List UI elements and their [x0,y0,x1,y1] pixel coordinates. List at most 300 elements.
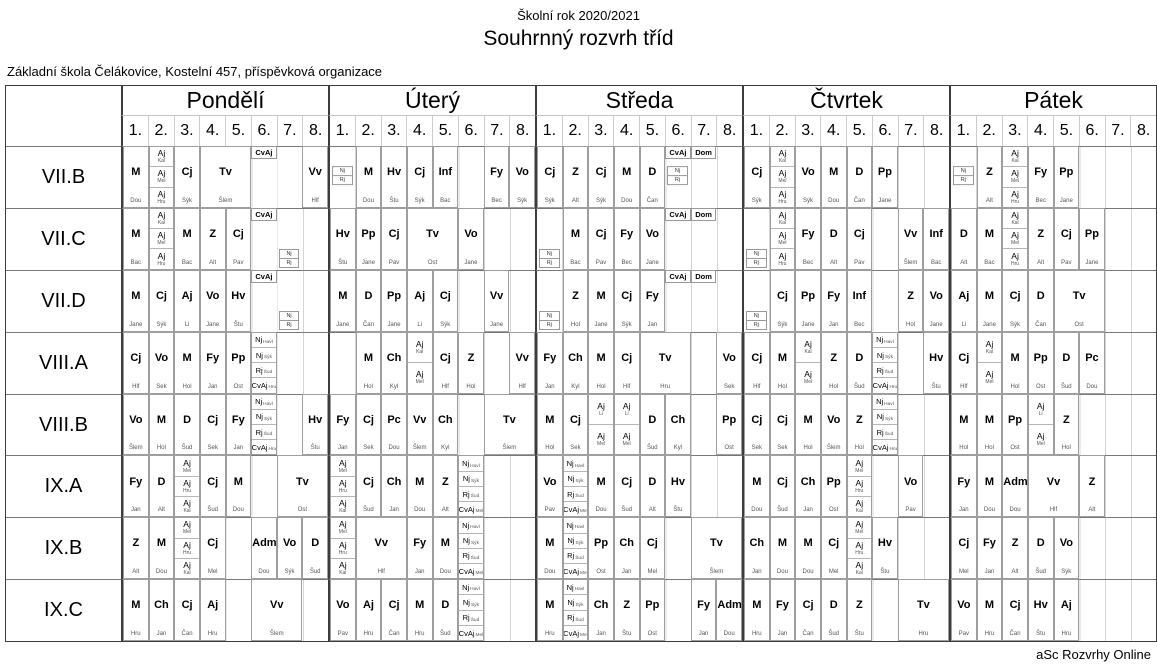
group-stack-cell [977,332,1003,394]
lesson-cell [356,517,407,579]
subject-label: M [984,228,995,241]
teacher-label: Mel [1011,240,1020,247]
lesson-cell [977,270,1003,332]
teacher-label: Jane [801,321,815,328]
teacher-label: Havl [470,463,480,469]
lesson-cell [537,146,563,208]
teacher-label: Hru [1011,198,1020,205]
subject-label: Rj [876,365,884,375]
teacher-label: Mel [778,240,787,247]
teacher-label: Havl [574,587,585,593]
lesson-cell [640,394,666,456]
lesson-cell [1002,455,1028,517]
subject-label: Ch [670,413,686,426]
period-label: 5. [433,116,459,146]
info-box: Dom [691,208,717,221]
subject-label: Aj [1011,188,1019,199]
teacher-label: Jan [596,631,606,638]
period-label: 8. [722,122,737,139]
teacher-label: Hol [906,321,916,328]
subject-label: Cj [207,413,219,426]
teacher-label: Mel [1011,178,1020,185]
subject-label: Pp [594,537,609,550]
subject-label: Aj [622,431,631,442]
lesson-cell [563,146,589,208]
group-part [848,539,872,559]
teacher-label: Mel [580,633,588,638]
subject-label: Aj [207,599,219,612]
subject-label: Pp [231,351,246,364]
njrj-line: Rj [539,320,560,330]
lesson-cell [1028,146,1054,208]
subject-label: M [803,537,813,550]
subject-label: Cj [802,599,814,612]
group-part [331,477,355,497]
lesson-cell [951,394,977,456]
period-label: 6. [873,116,899,146]
group-line [459,549,483,564]
class-label: VIII.B [6,394,121,456]
info-box: Dom [691,146,717,159]
subject-label: Cj [207,537,219,550]
day-cells [742,517,949,579]
subject-label: M [338,289,348,302]
language-group-cell [563,579,589,641]
teacher-label: Hlf [1049,507,1058,514]
lesson-cell [356,579,382,641]
subject-label: Z [855,599,863,612]
lesson-cell [847,579,873,641]
teacher-label: Sýk [544,197,555,204]
subject-label: M [984,599,995,612]
teacher-label: Havl [470,525,480,531]
subject-label: Nj [255,350,263,360]
teacher-label: Mel [338,529,347,536]
group-line [564,549,588,564]
lesson-cell [537,455,563,517]
teacher-label: Hol [984,445,994,452]
lesson-cell [821,517,847,579]
lesson-cell [1079,208,1105,270]
teacher-label: Hlf [377,569,385,576]
lesson-cell [614,208,640,270]
lesson-cell [665,394,691,456]
subject-label: Fy [645,289,659,302]
group-line [459,487,483,502]
lesson-cell [1028,517,1054,579]
lesson-cell [563,394,589,456]
day-cells [121,332,328,394]
subject-label: M [984,413,995,426]
subject-label: Aj [855,539,864,550]
teacher-label: Šud [263,370,273,376]
group-line [564,534,588,549]
subject-label: Nj [566,582,574,592]
subject-label: M [777,537,788,550]
period-label: 8. [515,122,530,139]
teacher-label: Čan [1035,321,1047,328]
teacher-label: Štu [854,631,864,638]
teacher-label: Hol [156,445,166,452]
subject-label: Cj [1009,599,1021,612]
group-part [771,147,795,167]
lesson-cell [123,579,149,641]
subject-label: D [648,413,657,426]
lesson-cell [614,455,640,517]
class-label: VII.D [6,270,121,332]
teacher-label: Alt [830,259,838,266]
subject-label: Cj [646,537,658,550]
teacher-label: Kyl [441,445,450,452]
teacher-label: Bec [621,259,632,266]
period-label: 1. [123,116,149,146]
subject-label: Cj [130,351,142,364]
day-cells [328,579,535,641]
day-cells [742,394,949,456]
teacher-label: Jane [336,321,350,328]
lesson-cell [923,270,949,332]
day-cells [121,517,328,579]
subject-label: D [1036,537,1045,550]
subject-label: Vo [129,413,143,426]
teacher-label: Jane [129,321,143,328]
subject-label: Cj [388,228,400,241]
teacher-label: Šlem [826,445,841,452]
lesson-cell [200,455,226,517]
page-title: Souhrnný rozvrh tříd [483,27,674,50]
lesson-cell [1054,332,1080,394]
class-label: IX.A [6,455,121,517]
subject-label: Nj [876,335,884,345]
teacher-label: Sýk [182,197,193,204]
day-cells [742,208,949,270]
subject-label: Pp [387,289,402,302]
lesson-cell [951,455,977,517]
lesson-cell [588,208,614,270]
group-stack-cell [614,394,640,456]
period-label: 5. [1054,116,1080,146]
group-stack-cell [149,208,175,270]
teacher-label: Hru [778,260,787,267]
subject-label: Fy [543,351,557,364]
group-part [408,333,432,363]
subject-label: Aj [597,400,605,411]
njrj-line: Nj [746,249,767,259]
lesson-cell [588,579,614,641]
lesson-cell [977,208,1003,270]
teacher-label: Hru [889,385,897,391]
subject-label: Hv [387,166,402,179]
class-label: VII.C [6,208,121,270]
njrj-line: Nj [332,167,353,177]
teacher-label: Jane [594,321,608,328]
subject-label: Vo [929,289,943,302]
subject-label: CvAj [459,566,475,576]
subject-label: Aj [362,599,374,612]
subject-label: Cj [958,537,970,550]
subject-label: M [545,413,555,426]
group-stack-cell [1028,394,1054,456]
group-stack-cell [174,517,200,579]
day-cells [535,579,742,641]
subject-label: Hv [335,228,350,241]
teacher-label: Alt [1088,507,1096,514]
subject-label: Tv [658,351,672,364]
teacher-label: Jane [206,321,220,328]
teacher-label: Šlem [903,259,918,266]
day-cells [328,146,535,208]
subject-label: Ch [386,475,402,488]
subject-label: Z [1062,413,1070,426]
teacher-label: Jane [490,321,504,328]
teacher-label: Dou [414,507,426,514]
subject-label: Cj [362,475,374,488]
lesson-cell [898,455,924,517]
subject-label: Fy [957,475,971,488]
teacher-label: Jan [958,507,969,514]
teacher-label: Štu [931,383,941,390]
teacher-label: Dou [155,569,167,576]
teacher-label: Hru [338,487,347,494]
teacher-label: Sek [751,445,762,452]
subject-label: CvAj [563,504,579,514]
group-stack-cell [174,455,200,517]
teacher-label: Pav [337,631,348,638]
teacher-label: Hol [959,445,969,452]
lesson-cell [149,332,175,394]
day-cells [949,517,1156,579]
subject-label: Vo [543,475,557,488]
group-part [848,477,872,497]
subject-label: Nj [255,335,263,345]
subject-label: Inf [929,228,943,241]
class-label: VIII.A [6,332,121,394]
lesson-cell [277,455,328,517]
lesson-cell [821,270,847,332]
lesson-cell [614,517,640,579]
subject-label: D [1036,289,1045,302]
subject-label: Cj [751,351,763,364]
lesson-cell [174,394,200,456]
subject-label: Nj [567,536,575,546]
day-cells [535,517,742,579]
lesson-cell [509,332,535,394]
njrj-box [279,250,300,268]
subject-label: M [131,166,141,179]
teacher-label: Mel [597,441,606,448]
group-line [459,518,483,533]
day-name: Pátek [949,86,1156,116]
subject-label: Aj [183,539,191,550]
lesson-cell [537,579,563,641]
group-line [873,410,897,425]
subject-label: M [440,537,450,550]
subject-label: Aj [339,457,347,468]
teacher-label: Alt [571,197,579,204]
subject-label: Hv [670,475,685,488]
subject-label: Ch [749,537,765,550]
day-name: Středa [535,86,742,116]
teacher-label: Jane [387,321,401,328]
subject-label: D [364,289,373,302]
subject-label: Nj [876,412,884,422]
lesson-cell [977,579,1003,641]
teacher-label: Hol [829,383,839,390]
subject-label: Fy [490,166,503,179]
teacher-label: Hru [414,631,425,638]
teacher-label: Hru [855,487,864,494]
class-label: VII.B [6,146,121,208]
subject-label: D [311,537,320,550]
period-header-row [742,116,949,146]
subject-label: Vo [1059,537,1073,550]
subject-label: Cj [181,599,193,612]
subject-label: Aj [415,369,424,380]
subject-label: Cj [362,413,374,426]
subject-label: Aj [855,498,864,509]
subject-label: Fy [336,413,350,426]
period-label: 3. [382,116,408,146]
lesson-cell [563,270,589,332]
subject-label: Pp [722,413,737,426]
subject-label: Vv [374,537,388,550]
teacher-label: Mel [338,467,347,474]
teacher-label: Jane [982,321,996,328]
group-stack-cell [1002,208,1028,270]
lesson-cell [407,208,458,270]
teacher-label: Šud [263,432,273,438]
teacher-label: Havl [884,401,894,407]
group-line [564,595,588,610]
subject-label: Cj [207,475,219,488]
lesson-cell [200,394,226,456]
subject-label: Fy [129,475,143,488]
subject-label: M [415,599,425,612]
teacher-label: Jan [803,507,813,514]
teacher-label: Hru [268,447,276,453]
teacher-label: Pav [854,259,865,266]
info-box: Dom [691,270,717,283]
teacher-label: Dou [723,631,735,638]
subject-label: Nj [567,474,575,484]
subject-label: Cj [621,351,633,364]
lesson-cell [407,394,433,456]
teacher-label: Sýk [596,197,607,204]
teacher-label: Sek [777,445,788,452]
lesson-cell [1054,517,1080,579]
subject-label: M [415,475,425,488]
teacher-label: Mel [804,379,813,386]
group-part [615,395,639,425]
group-part [331,456,355,476]
lesson-cell [381,394,407,456]
lesson-cell [407,455,433,517]
subject-label: Nj [462,536,470,546]
subject-label: Nj [876,350,884,360]
group-line [459,564,483,578]
lesson-cell [407,270,433,332]
group-part [408,363,432,392]
period-label: 4. [200,116,226,146]
teacher-label: Šud [1035,569,1047,576]
teacher-label: Jane [645,259,659,266]
subject-label: Cj [569,413,581,426]
njrj-box [667,168,688,186]
njrj-box [953,168,974,186]
subject-label: Cj [776,413,788,426]
lesson-cell [898,208,924,270]
lesson-cell [251,517,277,579]
teacher-label: Sýk [751,197,762,204]
group-part [771,249,795,268]
subject-label: Nj [462,598,470,608]
subject-label: Rj [462,551,470,561]
lesson-cell [407,579,433,641]
subject-label: Nj [462,582,470,592]
teacher-label: Mel [157,178,166,185]
teacher-label: Alt [441,507,449,514]
subject-label: Vo [336,599,350,612]
teacher-label: Štu [1036,631,1046,638]
teacher-label: Šud [207,507,219,514]
teacher-label: Kal [157,158,166,165]
lesson-cell [1028,332,1054,394]
group-part [175,559,199,578]
teacher-label: Jan [233,445,244,452]
teacher-label: Hru [855,549,864,556]
subject-label: Z [209,228,217,241]
teacher-label: Havl [470,587,480,593]
subject-label: Vo [801,166,815,179]
teacher-label: Sýk [284,569,295,576]
teacher-label: Hru [889,447,897,453]
teacher-label: Dou [544,569,556,576]
group-part [1003,209,1027,229]
group-line [873,333,897,348]
teacher-label: Mel [580,571,588,577]
language-group-cell [458,455,484,517]
period-label: 2. [149,116,175,146]
teacher-label: Sek [363,445,374,452]
subject-label: Aj [183,457,191,468]
lesson-cell [898,579,949,641]
subject-label: Adm [717,599,742,612]
teacher-label: Bec [802,259,814,266]
group-stack-cell [149,146,175,208]
subject-label: CvAj [563,566,579,576]
teacher-label: Hlf [623,383,631,390]
teacher-label: Hlf [753,383,761,390]
subject-label: Vv [903,228,918,241]
teacher-label: Mel [958,569,969,576]
teacher-label: Čan [646,197,658,204]
subject-label: Aj [157,250,166,261]
teacher-label: Bec [854,321,865,328]
teacher-label: Ost [647,631,657,638]
teacher-label: Šud [439,631,451,638]
lesson-cell [537,517,563,579]
teacher-label: Šud [363,507,374,514]
subject-label: Hv [231,289,246,302]
group-part [796,363,820,392]
teacher-label: Ost [1074,321,1084,328]
teacher-label: Šlem [128,445,143,452]
table-corner [6,86,121,146]
period-label: 4. [614,116,640,146]
teacher-label: Sýk [517,197,528,204]
teacher-label: Hol [545,445,555,452]
lesson-cell [381,270,407,332]
